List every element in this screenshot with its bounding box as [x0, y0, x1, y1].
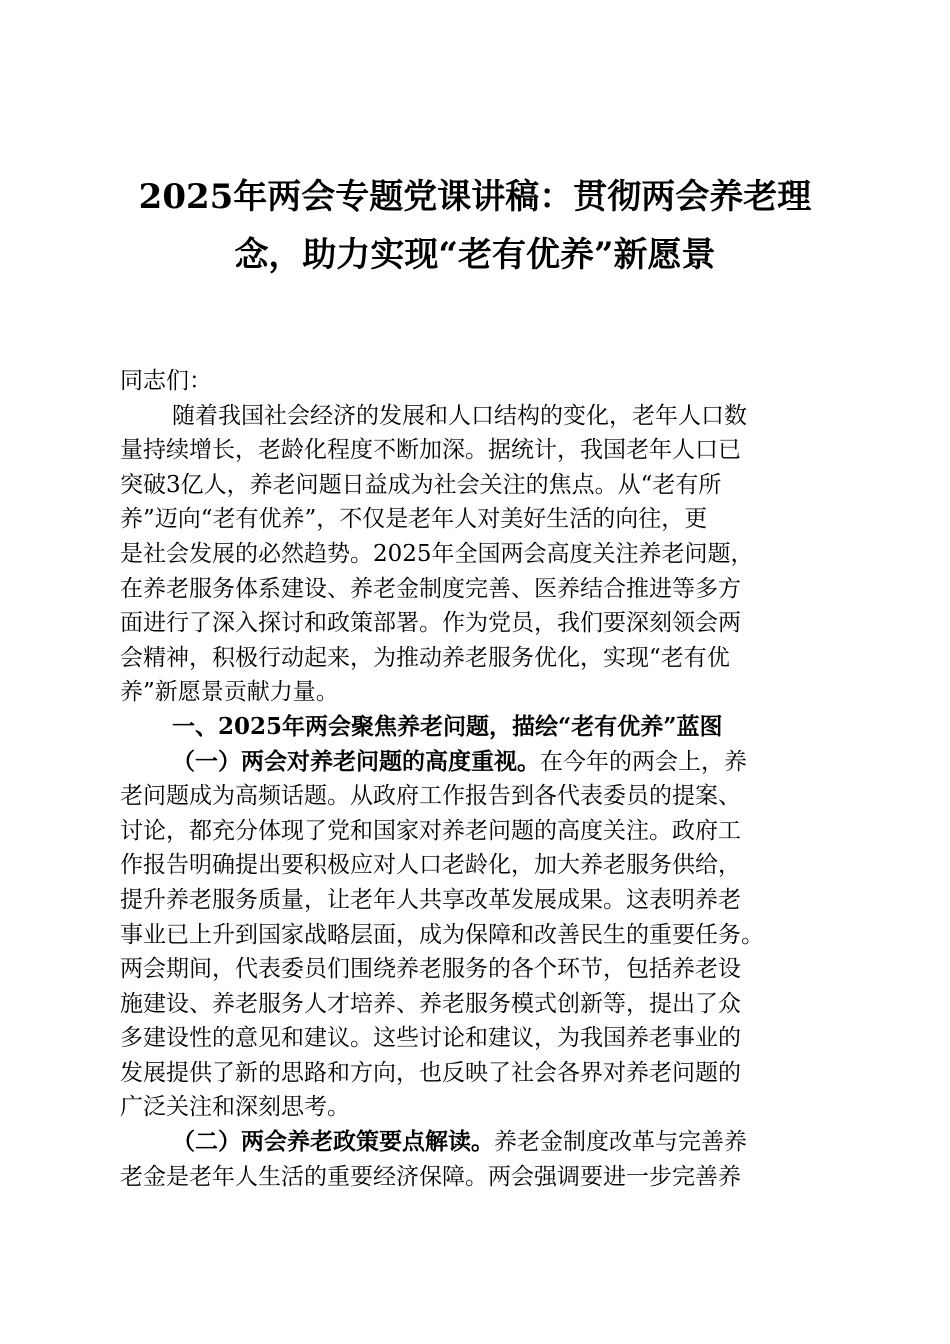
- paragraph-line: 突破3亿人，养老问题日益成为社会关注的焦点。从“老有所: [120, 471, 722, 498]
- paragraph-line: 多建设性的意见和建议。这些讨论和建议，为我国养老事业的: [120, 1025, 741, 1052]
- paragraph-line: 是社会发展的必然趋势。2025年全国两会高度关注养老问题，: [120, 540, 754, 567]
- paragraph-first-line: [120, 745, 840, 780]
- intro-paragraph: [120, 399, 840, 710]
- salutation: 同志们：: [120, 368, 212, 394]
- title-line-2: 念，助力实现“老有优养”新愿景: [234, 235, 716, 275]
- document-body: [120, 364, 840, 1194]
- paragraph-line: 老金是老年人生活的重要经济保障。两会强调要进一步完善养: [120, 1163, 741, 1190]
- paragraph-line: 提升养老服务质量，让老年人共享改革发展成果。这表明养老: [120, 886, 741, 913]
- document-title: [100, 168, 850, 284]
- paragraph-line: 量持续增长，老龄化程度不断加深。据统计，我国老年人口已: [120, 437, 741, 464]
- paragraph-line: 施建设、养老服务人才培养、养老服务模式创新等，提出了众: [120, 990, 741, 1017]
- paragraph-line: 在养老服务体系建设、养老金制度完善、医养结合推进等多方: [120, 575, 741, 602]
- paragraph-line: 广泛关注和深刻思考。: [120, 1094, 350, 1121]
- section-2-paragraph: [120, 1125, 840, 1194]
- paragraph-text: 在今年的两会上，养: [540, 748, 747, 775]
- paragraph-line: 两会期间，代表委员们围绕养老服务的各个环节，包括养老设: [120, 956, 741, 983]
- paragraph-line: 讨论，都充分体现了党和国家对养老问题的高度关注。政府工: [120, 817, 741, 844]
- section-1-paragraph: [120, 745, 840, 1126]
- paragraph-text: 养老金制度改革与完善养: [494, 1129, 747, 1156]
- section-heading-1: 一、2025年两会聚焦养老问题，描绘“老有优养”蓝图: [172, 712, 723, 740]
- paragraph-first-line: [120, 1125, 840, 1160]
- paragraph-line: 事业已上升到国家战略层面，成为保障和改善民生的重要任务。: [120, 921, 764, 948]
- paragraph-line: 作报告明确提出要积极应对人口老龄化，加大养老服务供给，: [120, 852, 741, 879]
- title-line-1: 2025年两会专题党课讲稿：贯彻两会养老理: [138, 177, 812, 217]
- paragraph-line: 养”新愿景贡献力量。: [120, 679, 339, 706]
- paragraph-line: 老问题成为高频话题。从政府工作报告到各代表委员的提案、: [120, 783, 741, 810]
- paragraph-line: 会精神，积极行动起来，为推动养老服务优化，实现“老有优: [120, 644, 730, 671]
- paragraph-line: 发展提供了新的思路和方向，也反映了社会各界对养老问题的: [120, 1059, 741, 1086]
- subsection-title: （一）两会对养老问题的高度重视。: [172, 747, 540, 775]
- paragraph-line: 随着我国社会经济的发展和人口结构的变化，老年人口数: [172, 402, 747, 429]
- paragraph-line: 养”迈向“老有优养”，不仅是老年人对美好生活的向往，更: [120, 506, 708, 533]
- paragraph-line: 面进行了深入探讨和政策部署。作为党员，我们要深刻领会两: [120, 610, 741, 637]
- subsection-title: （二）两会养老政策要点解读。: [172, 1128, 494, 1156]
